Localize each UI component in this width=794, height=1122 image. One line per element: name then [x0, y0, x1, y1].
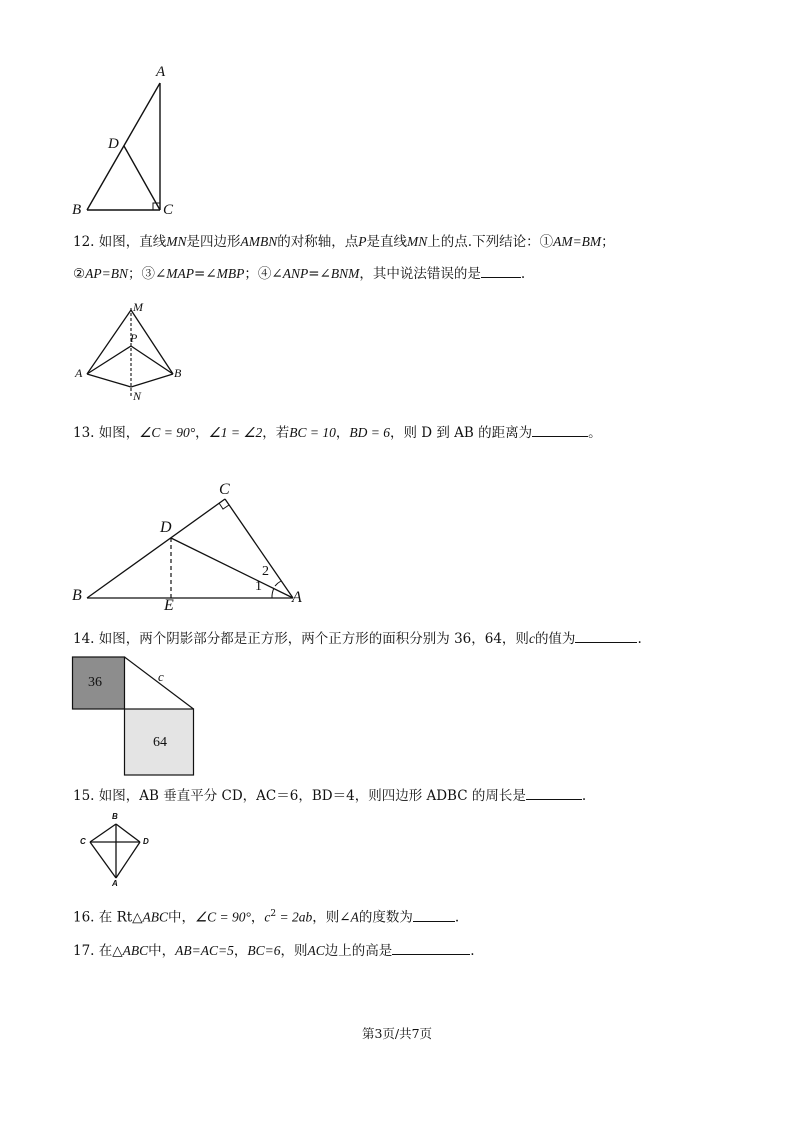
- answer-blank[interactable]: [575, 630, 637, 643]
- label-B: B: [72, 202, 82, 218]
- label-A: A: [156, 64, 166, 80]
- label-E: E: [164, 597, 174, 614]
- question-17: 17. 在△ABC中，AB=AC=5，BC=6，则AC边上的高是 .: [73, 943, 475, 959]
- label-M: M: [133, 300, 143, 314]
- label-N: N: [133, 389, 142, 403]
- label-B: B: [174, 366, 182, 380]
- answer-blank[interactable]: [526, 787, 582, 800]
- label-C: C: [219, 481, 230, 498]
- question-number: 16.: [73, 909, 95, 926]
- question-12-line2: ②AP=BN；③∠MAP=∠MBP；④∠ANP=∠BNM，其中说法错误的是 .: [73, 266, 526, 282]
- question-12: 12. 如图，直线MN是四边形AMBN的对称轴，点P是直线MN上的点.下列结论：①AM=BM；: [73, 234, 615, 250]
- question-15: 15. 如图，AB 垂直平分 CD，AC＝6，BD＝4，则四边形 ADBC 的周长是 .: [73, 788, 587, 804]
- square-large-area: 64: [153, 735, 167, 750]
- question-number: 14.: [73, 631, 95, 647]
- label-C: C: [80, 837, 86, 846]
- question-16: 16. 在 Rt△ABC中，∠C = 90°，$c^2 = 2ab$，则∠A的度数为 .: [73, 909, 460, 926]
- label-A: A: [292, 589, 302, 606]
- question-number: 17.: [73, 943, 95, 959]
- answer-blank[interactable]: [413, 909, 455, 922]
- angle-1: 1: [255, 579, 262, 594]
- label-A: A: [112, 879, 118, 888]
- question-13: 13. 如图，∠C = 90°，∠1 = ∠2，若BC = 10，BD = 6，则 D 到 AB 的距离为 。: [73, 425, 602, 441]
- question-number: 12.: [73, 234, 95, 250]
- page-footer: 第3页/共7页: [361, 1026, 433, 1041]
- label-B: B: [112, 812, 118, 821]
- answer-blank[interactable]: [532, 424, 588, 437]
- label-c: c: [158, 669, 164, 684]
- label-P: P: [130, 331, 138, 345]
- label-C: C: [163, 202, 174, 218]
- label-D: D: [160, 519, 172, 536]
- figure-q14: [70, 654, 200, 779]
- label-D: D: [108, 136, 119, 152]
- label-A: A: [75, 366, 83, 380]
- label-D: D: [143, 837, 149, 846]
- question-14: 14. 如图，两个阴影部分都是正方形，两个正方形的面积分别为 36，64，则c的值为 .: [73, 631, 642, 647]
- figure-q11: [60, 60, 190, 225]
- label-B: B: [72, 587, 82, 604]
- square-small-area: 36: [88, 675, 102, 690]
- angle-2: 2: [262, 564, 269, 579]
- question-number: 13.: [73, 425, 95, 441]
- question-number: 15.: [73, 788, 95, 804]
- figure-q13: [70, 480, 320, 620]
- answer-blank[interactable]: [392, 942, 470, 955]
- answer-blank[interactable]: [481, 265, 521, 278]
